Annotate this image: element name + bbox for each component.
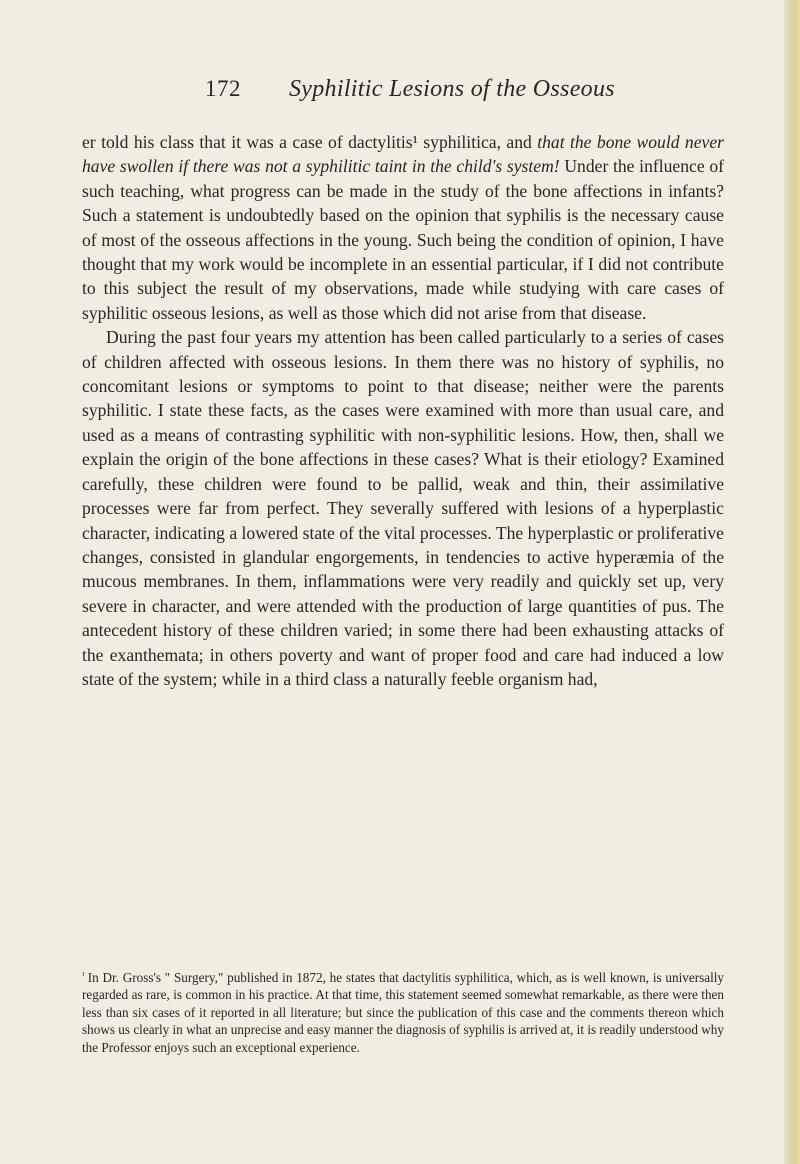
paragraph-1-start: er told his class that it was a case of dactylitis (82, 132, 413, 152)
footnote-reference: ¹ (412, 132, 418, 152)
footnote-text: In Dr. Gross's " Surgery," published in 1872, he states that dactylitis syphilitica, which, as is well known, is universally regarded as rare, is common in his practice. At that time, this statement seemed somewhat remarkable, as there were then less than six cases of it reported in all literature; but since the publication of this case and the comments thereon which shows us clearly in what an unprecise and easy manner the diagnosis of syphilis is arrived at, it is readily understood why the Professor enjoys such an exceptional experience. (82, 970, 724, 1055)
running-title: Syphilitic Lesions of the Osseous (289, 76, 615, 102)
page-header (205, 76, 625, 103)
paragraph-1-end: Under the influence of such teaching, what progress can be made in the study of the bone affections in infants? Such a statement is undoubtedly based on the opinion that syphilis is the necessary cause of most of the osseous affections in the young. Such being the condition of opinion, I have thought that my work would be incomplete in an essential particular, if I did not contribute to this subject the result of my observations, made while studying with care cases of syphilitic osseous lesions, as well as those which did not arise from that disease. (82, 156, 724, 323)
paragraph-1 (82, 130, 724, 325)
page-edge (784, 0, 800, 1164)
italic-quotation: that the bone would never have swollen if there was not a syphilitic taint in the child's system! (82, 132, 724, 177)
page-number: 172 (205, 76, 241, 101)
footnote-mark: ¹ (82, 970, 85, 980)
paragraph-1-continued: syphilitica, and (417, 132, 538, 152)
footnote (82, 967, 724, 1056)
body-text (82, 130, 724, 691)
paragraph-2: During the past four years my attention has been called particularly to a series of cases of children affected with osseous lesions. In them there was no history of syphilis, no concomitant lesions or symptoms to point to that disease; neither were the parents syphilitic. I state these facts, as the cases were examined with more than usual care, and used as a means of contrasting syphilitic with non-syphilitic lesions. How, then, shall we explain the origin of the bone affections in these cases? What is their etiology? Examined carefully, these children were found to be pallid, weak and thin, their assimilative processes were far from perfect. They severally suffered with lesions of a hyperplastic character, indicating a lowered state of the vital processes. The hyperplastic or proliferative changes, consisted in glandular engorgements, in tendencies to active hyperæmia of the mucous membranes. In them, inflammations were very readily and quickly set up, very severe in character, and were attended with the production of large quantities of pus. The antecedent history of these children varied; in some there had been exhausting attacks of the exanthemata; in others poverty and want of proper food and care had induced a low state of the system; while in a third class a naturally feeble organism had, (82, 327, 724, 689)
